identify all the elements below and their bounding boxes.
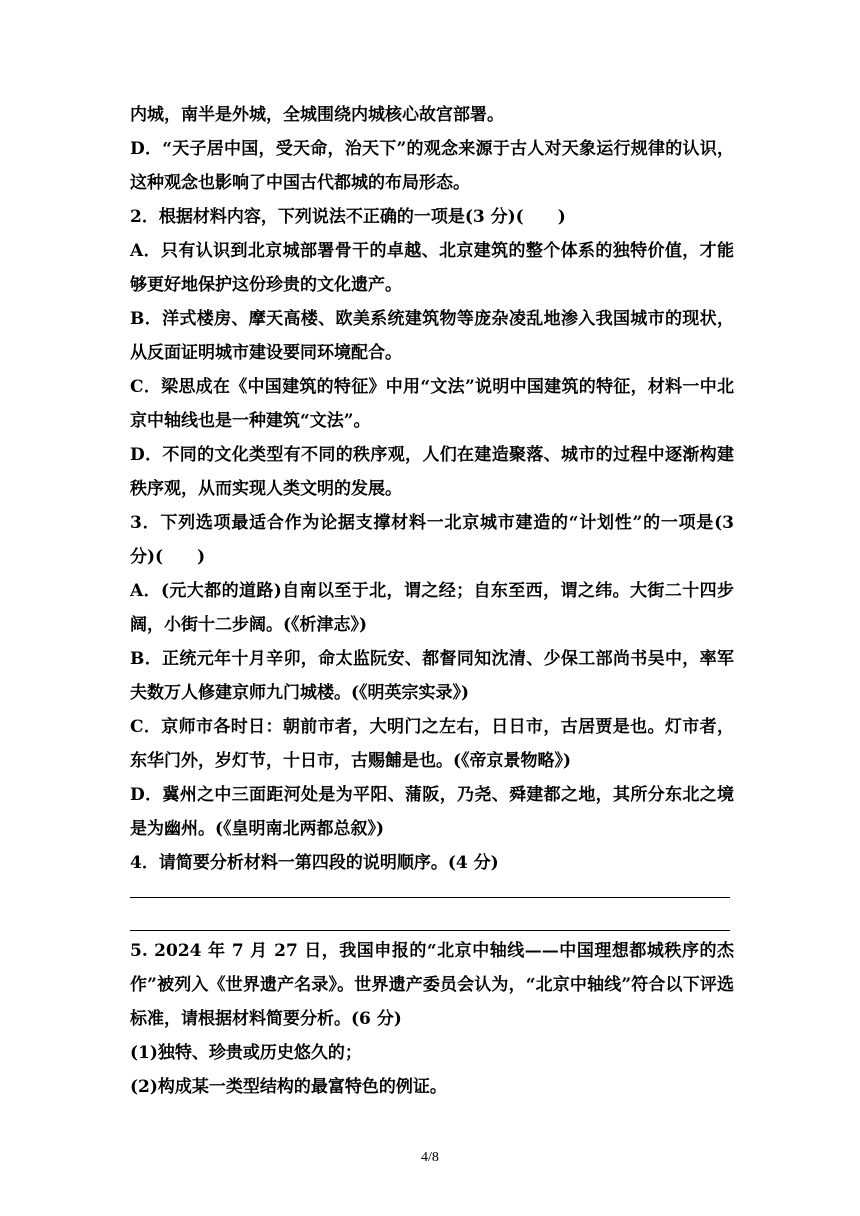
q5-stem: 5. 2024 年 7 月 27 日，我国申报的“北京中轴线——中国理想都城秩序的杰作”被列入《世界遗产名录》。世界遗产委员会认为，“北京中轴线”符合以下评选标准，请根据材料简要分析。(6 分) [130,941,734,1029]
question-block-1 [130,98,734,880]
q3-stem: 3．下列选项最适合作为论据支撑材料一北京城市建造的“计划性”的一项是(3 分)( ) [130,513,734,567]
q3-option-d: D．冀州之中三面距河处是为平阳、蒲阪，乃尧、舜建都之地，其所分东北之境是为幽州。(《皇明南北两都总叙》) [130,785,734,839]
answer-line-2[interactable] [130,930,730,931]
q2-option-c: C．梁思成在《中国建筑的特征》中用“文法”说明中国建筑的特征，材料一中北京中轴线也是一种建筑“文法”。 [130,377,734,431]
page-number: 4/8 [421,1150,439,1165]
q3-option-c: C．京师市各时日：朝前市者，大明门之左右，日日市，古居贾是也。灯市者，东华门外，岁灯节，十日市，古赐餔是也。(《帝京景物略》) [130,717,734,771]
q3-option-a: A．(元大都的道路)自南以至于北，谓之经；自东至西，谓之纬。大街二十四步阔，小街十二步阔。(《析津志》) [130,581,734,635]
q3-option-b: B．正统元年十月辛卯，命太监阮安、都督同知沈清、少保工部尚书吴中，率军夫数万人修建京师九门城楼。(《明英宗实录》) [130,649,734,703]
q5-criterion-1: (1)独特、珍贵或历史悠久的； [130,1043,362,1063]
q2-stem: 2．根据材料内容，下列说法不正确的一项是(3 分)( ) [130,207,566,227]
q2-option-a: A．只有认识到北京城部署骨干的卓越、北京建筑的整个体系的独特价值，才能够更好地保护这份珍贵的文化遗产。 [130,241,734,295]
question-block-2 [130,934,734,1104]
q5-criterion-2: (2)构成某一类型结构的最富特色的例证。 [130,1077,447,1097]
answer-line-1[interactable] [130,897,730,898]
q1-option-d: D．“天子居中国，受天命，治天下”的观念来源于古人对天象运行规律的认识，这种观念也影响了中国古代都城的布局形态。 [130,139,734,193]
q4-stem: 4．请简要分析材料一第四段的说明顺序。(4 分) [130,853,499,873]
q2-option-d: D．不同的文化类型有不同的秩序观，人们在建造聚落、城市的过程中逐渐构建秩序观，从而实现人类文明的发展。 [130,445,734,499]
q2-option-b: B．洋式楼房、摩天高楼、欧美系统建筑物等庞杂凌乱地渗入我国城市的现状，从反面证明城市建设要同环境配合。 [130,309,734,363]
paragraph-material-end: 内城，南半是外城，全城围绕内城核心故宫部署。 [130,105,504,125]
